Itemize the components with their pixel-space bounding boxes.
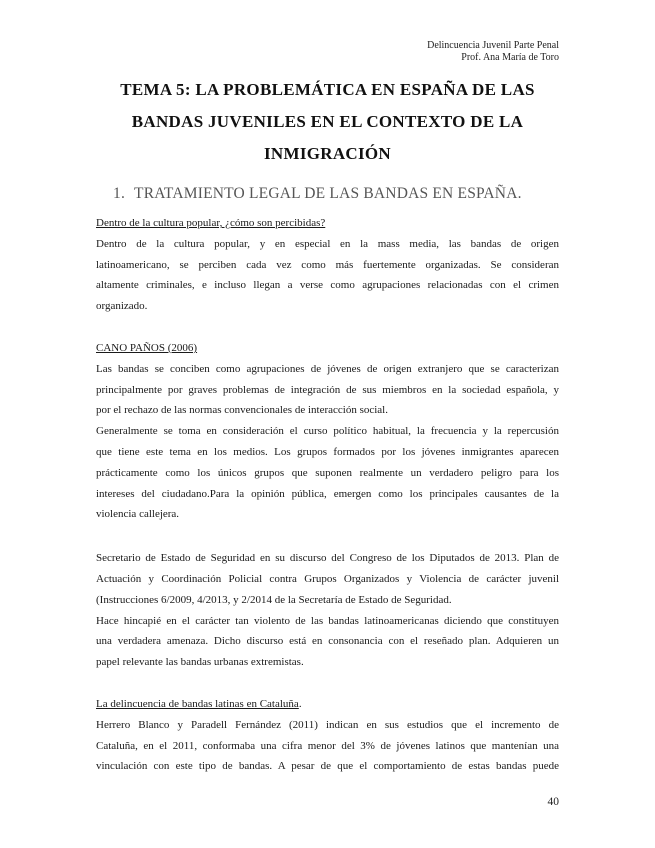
text-line: violencia callejera. xyxy=(96,508,180,521)
text-line: intereses del ciudadano.Para la opinión pública, emergen como los principales causantes de la xyxy=(96,487,559,500)
body-text xyxy=(96,213,559,777)
paragraph-hincapie xyxy=(96,611,559,673)
paragraph-secretario-estado xyxy=(96,548,559,610)
text-line: Las bandas se conciben como agrupaciones de jóvenes de origen extranjero que se caracterizan xyxy=(96,362,559,375)
page-number: 40 xyxy=(547,796,559,808)
text-line: latinoamericano, se perciben cada vez como más fuertemente organizadas. Se consideran xyxy=(96,258,559,271)
subheading-cano-panos: CANO PAÑOS (2006) xyxy=(96,341,198,354)
section-number: 1. xyxy=(113,185,126,202)
paragraph-cano-panos-1 xyxy=(96,359,559,421)
text-line: (Instrucciones 6/2009, 4/2013, y 2/2014 de la Secretaría de Estado de Seguridad. xyxy=(96,593,452,606)
text-line: Actuación y Coordinación Policial contra Grupos Organizados y Violencia de carácter juvenil xyxy=(96,572,559,585)
text-line: vinculación con este tipo de bandas. A pesar de que el comportamiento de estas bandas puede xyxy=(96,760,559,773)
text-line: altamente criminales, e incluso llegan a verse como agrupaciones relacionadas con el crimen xyxy=(96,279,559,292)
text-line: principalmente por graves problemas de integración de sus miembros en la sociedad española, y xyxy=(96,383,559,396)
title-line-1: TEMA 5: LA PROBLEMÁTICA EN ESPAÑA DE LAS xyxy=(120,80,535,99)
paragraph-cano-panos-2 xyxy=(96,421,559,525)
paragraph-cataluna xyxy=(96,715,559,777)
header-professor: Prof. Ana María de Toro xyxy=(461,52,559,63)
section-heading xyxy=(113,184,522,204)
text-line: que tiene este tema en los medios. Los grupos formados por los jóvenes inmigrantes aparecen xyxy=(96,445,559,458)
text-line: Hace hincapié en el carácter tan violento de las bandas latinoamericanas diciendo que constituyen xyxy=(96,614,559,627)
header-course: Delincuencia Juvenil Parte Penal xyxy=(427,40,559,51)
chapter-title xyxy=(96,74,559,170)
text-line: una verdadera amenaza. Dicho discurso está en consonancia con el reseñado plan. Adquieren un xyxy=(96,635,559,648)
title-line-3: INMIGRACIÓN xyxy=(263,144,392,163)
title-line-2: BANDAS JUVENILES EN EL CONTEXTO DE LA xyxy=(131,112,524,131)
text-line: papel relevante las bandas urbanas extremistas. xyxy=(96,656,304,669)
subheading-cataluna: La delincuencia de bandas latinas en Cataluña. xyxy=(96,697,302,710)
text-line: Dentro de la cultura popular, y en especial en la mass media, las bandas de origen xyxy=(96,237,559,250)
text-line: Generalmente se toma en consideración el curso político habitual, la frecuencia y la repercusión xyxy=(96,425,559,438)
text-line: prácticamente como los únicos grupos que suponen realmente un verdadero peligro para los xyxy=(96,466,559,479)
subheading-cultura-popular: Dentro de la cultura popular, ¿cómo son percibidas? xyxy=(96,217,326,229)
paragraph-cultura-popular xyxy=(96,234,559,317)
text-line: Herrero Blanco y Paradell Fernández (2011) indican en sus estudios que el incremento de xyxy=(96,718,559,731)
text-line: Secretario de Estado de Seguridad en su discurso del Congreso de los Diputados de 2013. Plan de xyxy=(96,552,559,565)
text-line: organizado. xyxy=(96,300,148,313)
section-title: TRATAMIENTO LEGAL DE LAS BANDAS EN ESPAÑA. xyxy=(134,185,522,202)
text-line: por el rechazo de las normas convencionales de interacción social. xyxy=(96,404,388,417)
text-line: Cataluña, en el 2011, conformaba una cifra menor del 3% de jóvenes latinos que mantenían una xyxy=(96,739,559,752)
running-header xyxy=(427,40,559,64)
